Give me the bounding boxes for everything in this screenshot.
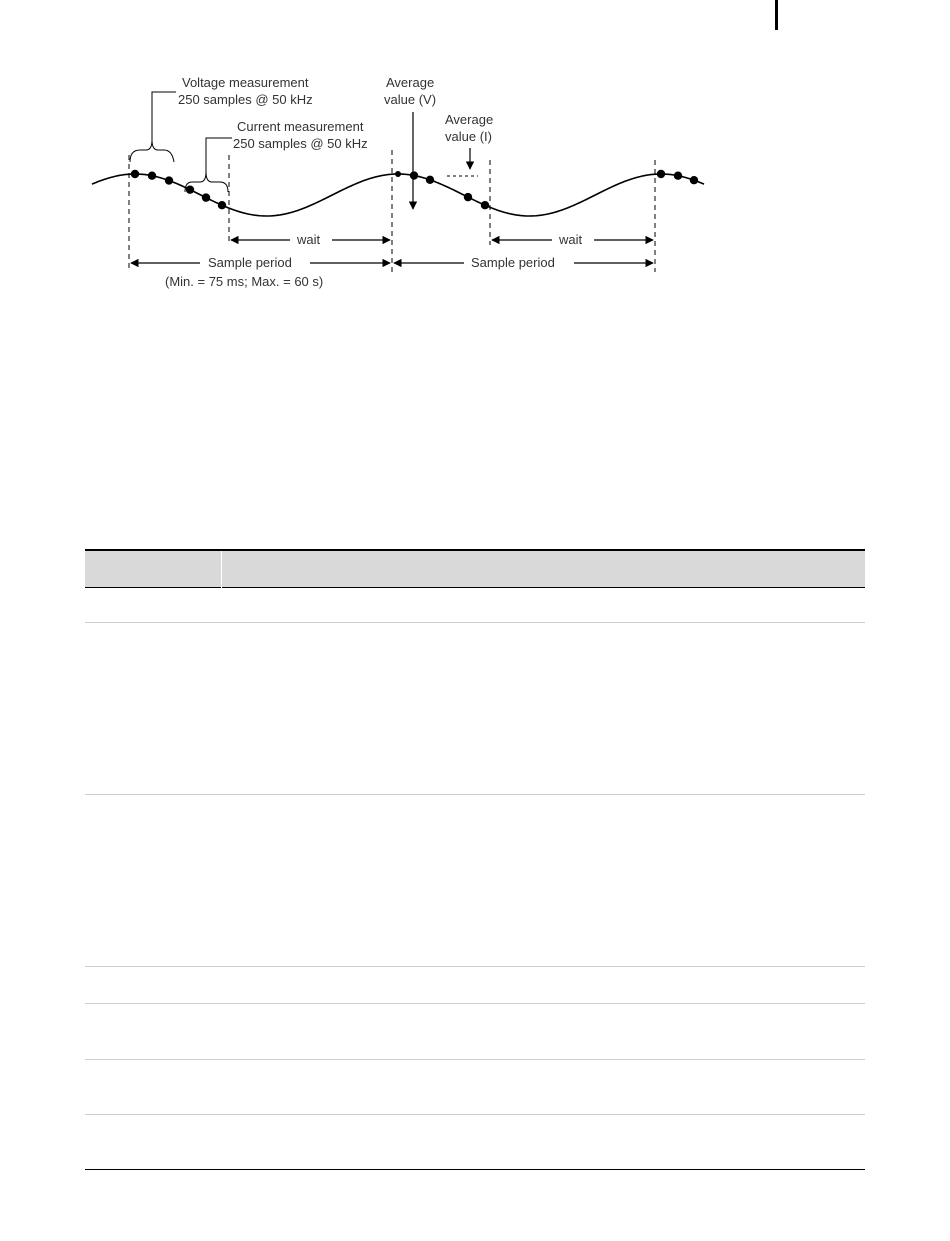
- sample-dot: [674, 172, 682, 180]
- voltage-title: Voltage measurement: [182, 75, 309, 90]
- table-cell: [85, 967, 222, 1004]
- waveform-curve: [92, 174, 704, 216]
- sample-dot: [395, 171, 401, 177]
- average-v-line2: value (V): [384, 92, 437, 107]
- sample-dot: [657, 170, 665, 178]
- voltage-detail: 250 samples @ 50 kHz: [178, 92, 313, 107]
- dashed-guides: [129, 150, 655, 272]
- sample-dot: [218, 201, 226, 209]
- table-cell: [85, 588, 222, 623]
- table-cell: [85, 1060, 222, 1115]
- sample-dot: [481, 201, 489, 209]
- table-cell: [222, 1060, 866, 1115]
- table-row: [85, 795, 865, 967]
- table-row: [85, 1115, 865, 1170]
- sampling-timing-diagram: [0, 0, 950, 310]
- sample-dot: [464, 193, 472, 201]
- table-cell: [222, 795, 866, 967]
- current-detail: 250 samples @ 50 kHz: [233, 136, 368, 151]
- table-cell: [222, 588, 866, 623]
- table-cell: [222, 1115, 866, 1170]
- current-leader: [206, 138, 232, 172]
- table-cell: [85, 1004, 222, 1060]
- header-cell-1: [85, 550, 222, 588]
- table-cell: [222, 1004, 866, 1060]
- average-v-line1: Average: [386, 75, 435, 90]
- sample-period-2-label: Sample period: [471, 255, 555, 270]
- voltage-leader: [152, 92, 176, 140]
- table-body: [85, 588, 865, 1170]
- sample-dot: [186, 185, 194, 193]
- average-i-line1: Average: [445, 112, 494, 127]
- specification-table: [85, 549, 865, 1170]
- spec-table: [85, 549, 865, 1170]
- header-row: [85, 550, 865, 588]
- sample-dot: [202, 193, 210, 201]
- table-cell: [85, 623, 222, 795]
- table-cell: [222, 967, 866, 1004]
- sample-dot: [131, 170, 139, 178]
- table-row: [85, 623, 865, 795]
- sample-period-range: (Min. = 75 ms; Max. = 60 s): [165, 274, 324, 289]
- sample-period-1-label: Sample period: [208, 255, 292, 270]
- header-cell-2: [222, 550, 866, 588]
- table-cell: [222, 623, 866, 795]
- table-row: [85, 1060, 865, 1115]
- table-cell: [85, 795, 222, 967]
- table-cell: [85, 1115, 222, 1170]
- sample-dot: [410, 171, 418, 179]
- sample-dot: [165, 176, 173, 184]
- wait-1-label: wait: [297, 232, 321, 247]
- sample-dot: [148, 172, 156, 180]
- current-title: Current measurement: [237, 119, 364, 134]
- table-row: [85, 588, 865, 623]
- table-row: [85, 967, 865, 1004]
- average-i-line2: value (I): [445, 129, 492, 144]
- voltage-bracket: [130, 140, 174, 162]
- sample-dot: [690, 176, 698, 184]
- sample-dot: [426, 176, 434, 184]
- table-row: [85, 1004, 865, 1060]
- sample-dots: [131, 170, 698, 210]
- wait-2-label: wait: [559, 232, 583, 247]
- table-header: [85, 550, 865, 588]
